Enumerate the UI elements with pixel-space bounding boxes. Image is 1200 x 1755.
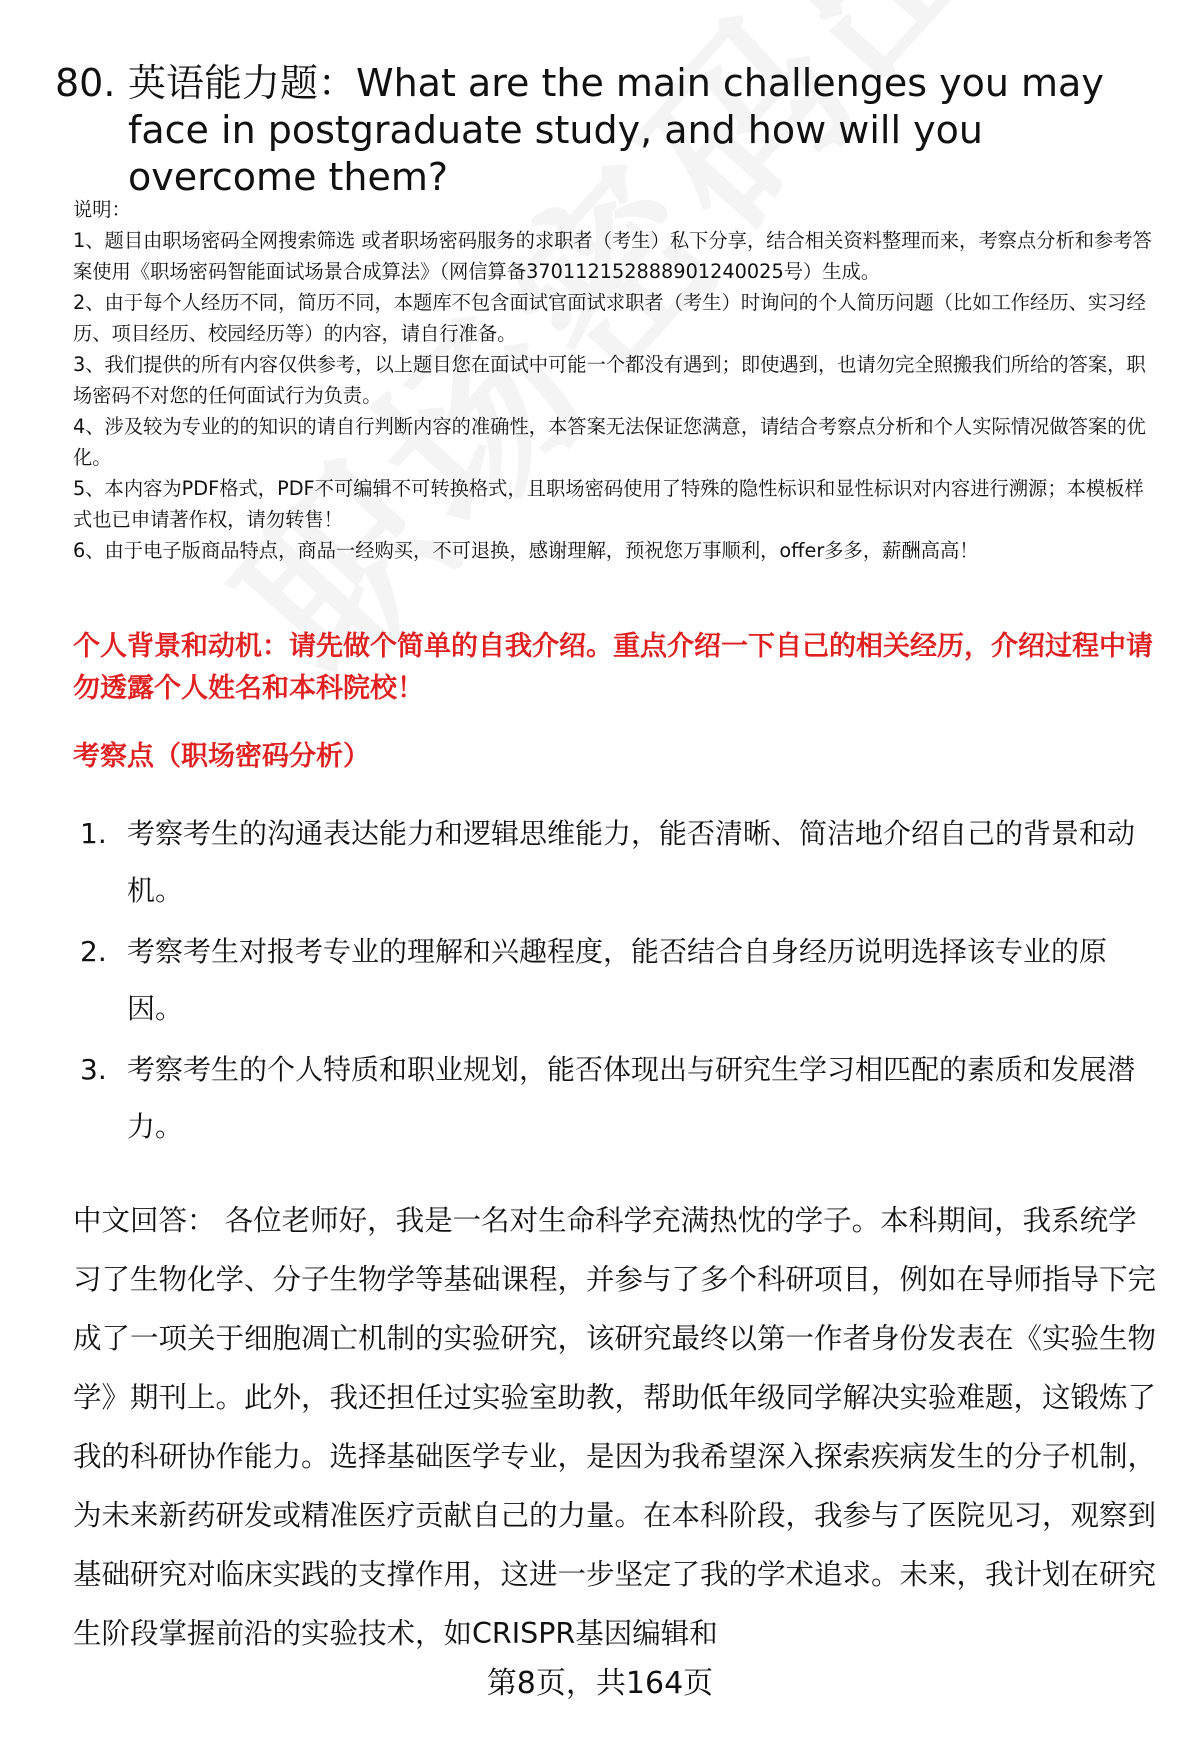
analysis-heading: 考察点（职场密码分析）: [73, 741, 370, 772]
list-item-text: 考察考生的个人特质和职业规划，能否体现出与研究生学习相匹配的素质和发展潜力。: [127, 1053, 1136, 1143]
list-item-text: 考察考生对报考专业的理解和兴趣程度，能否结合自身经历说明选择该专业的原因。: [127, 935, 1108, 1025]
question-title: [55, 60, 1165, 201]
notes-title: 说明：: [73, 198, 131, 221]
notes-block: [73, 194, 1163, 566]
list-item-text: 考察考生的沟通表达能力和逻辑思维能力，能否清晰、简洁地介绍自己的背景和动机。: [127, 817, 1136, 907]
list-item-number: 2.: [80, 935, 107, 968]
answer-label: 中文回答：: [73, 1204, 216, 1237]
note-item: 5、本内容为PDF格式，PDF不可编辑不可转换格式，且职场密码使用了特殊的隐性标识和显性标识对内容进行溯源；本模板样式也已申请著作权，请勿转售！: [73, 477, 1144, 531]
question-text: 英语能力题：What are the main challenges you may face in postgraduate study, and how will you overcome them?: [128, 61, 1104, 199]
list-item-number: 1.: [80, 817, 107, 850]
list-item-number: 3.: [80, 1053, 107, 1086]
page-footer: 第8页，共164页: [486, 1666, 714, 1701]
note-item: 2、由于每个人经历不同，简历不同，本题库不包含面试官面试求职者（考生）时询问的个人简历问题（比如工作经历、实习经历、项目经历、校园经历等）的内容，请自行准备。: [73, 291, 1146, 345]
list-item: [80, 1041, 1160, 1155]
list-item: [80, 805, 1160, 919]
note-item: 4、涉及较为专业的的知识的请自行判断内容的准确性，本答案无法保证您满意，请结合考察点分析和个人实际情况做答案的优化。: [73, 415, 1146, 469]
note-item: 3、我们提供的所有内容仅供参考，以上题目您在面试中可能一个都没有遇到；即使遇到，也请勿完全照搬我们所给的答案，职场密码不对您的任何面试行为负责。: [73, 353, 1146, 407]
analysis-list: [80, 805, 1160, 1159]
answer-paragraph: [73, 1191, 1158, 1663]
section-heading: 个人背景和动机：请先做个简单的自我介绍。重点介绍一下自己的相关经历，介绍过程中请勿透露个人姓名和本科院校！: [73, 631, 1153, 704]
list-item: [80, 923, 1160, 1037]
answer-text: 各位老师好，我是一名对生命科学充满热忱的学子。本科期间，我系统学习了生物化学、分子生物学等基础课程，并参与了多个科研项目，例如在导师指导下完成了一项关于细胞凋亡机制的实验研究，该研究最终以第一作者身份发表在《实验生物学》期刊上。此外，我还担任过实验室助教，帮助低年级同学解决实验难题，这锻炼了我的科研协作能力。选择基础医学专业，是因为我希望深入探索疾病发生的分子机制，为未来新药研发或精准医疗贡献自己的力量。在本科阶段，我参与了医院见习，观察到基础研究对临床实践的支撑作用，这进一步坚定了我的学术追求。未来，我计划在研究生阶段掌握前沿的实验技术，如CRISPR基因编辑和: [73, 1204, 1157, 1650]
question-number: 80.: [55, 61, 116, 105]
note-item: 1、题目由职场密码全网搜索筛选 或者职场密码服务的求职者（考生）私下分享，结合相关资料整理而来，考察点分析和参考答案使用《职场密码智能面试场景合成算法》（网信算备370112152888901240025号）生成。: [73, 229, 1152, 283]
note-item: 6、由于电子版商品特点，商品一经购买，不可退换，感谢理解，预祝您万事顺利，offer多多，薪酬高高！: [73, 539, 979, 562]
